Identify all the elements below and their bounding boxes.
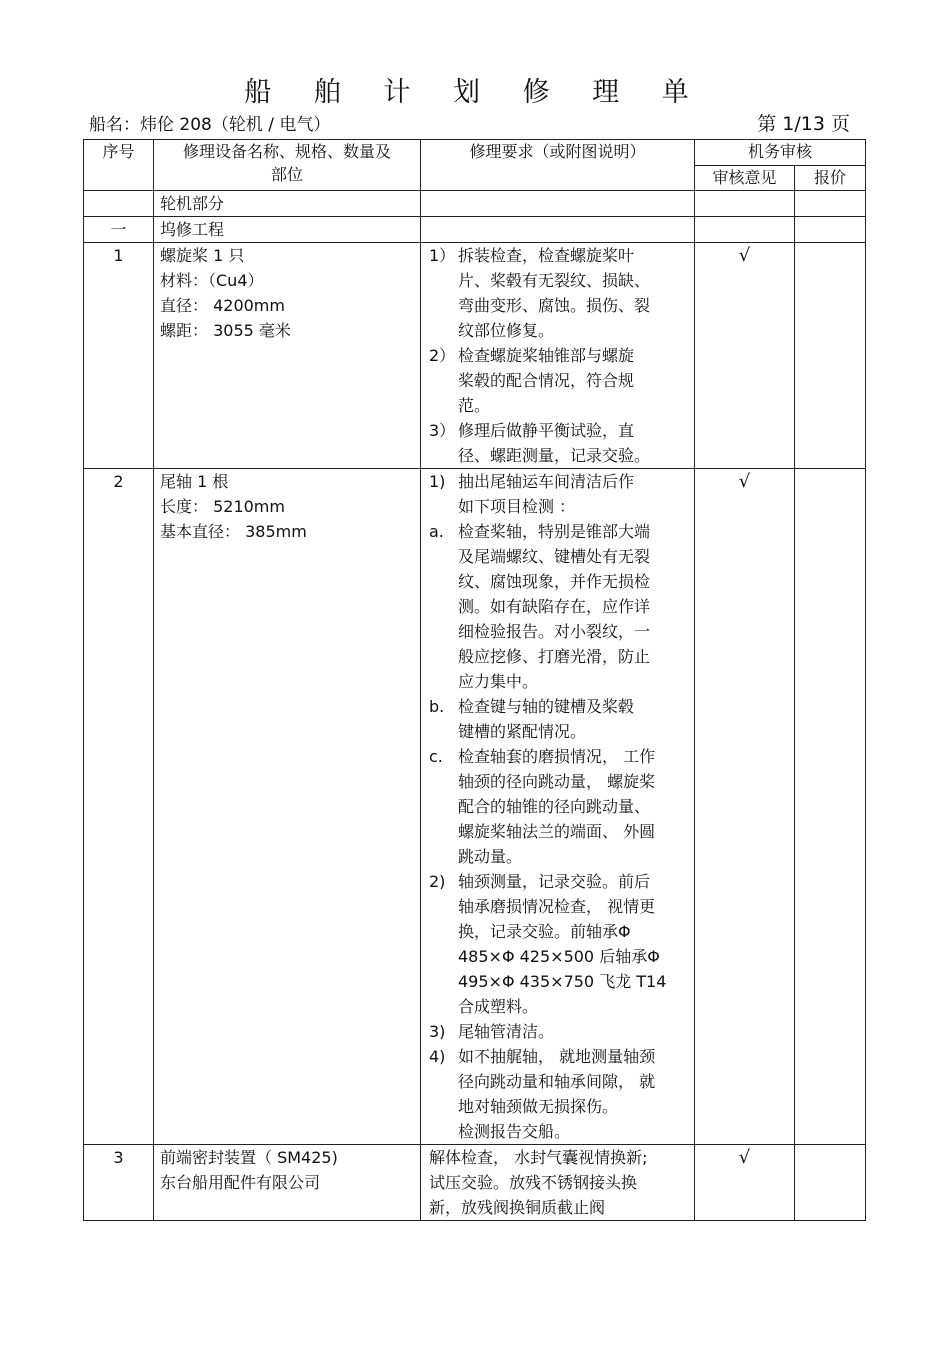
row-requirement	[421, 243, 695, 469]
row-no: 1	[84, 243, 154, 469]
requirement-item: 2） 检查螺旋桨轴锥部与螺旋 桨毂的配合情况，符合规 范。	[429, 346, 635, 415]
row-requirement	[421, 469, 695, 1145]
row-no: 一	[84, 217, 154, 243]
row-quote	[795, 243, 866, 469]
header-equipment: 修理设备名称、规格、数量及 部位	[154, 140, 421, 191]
table-row	[84, 191, 866, 217]
header-requirement: 修理要求（或附图说明）	[421, 140, 695, 191]
header-quote: 报价	[795, 166, 866, 191]
header-no: 序号	[84, 140, 154, 191]
table-row	[84, 1145, 866, 1221]
row-quote	[795, 1145, 866, 1221]
row-quote	[795, 469, 866, 1145]
row-opinion-check: √	[695, 243, 795, 469]
repair-table	[83, 139, 866, 1221]
requirement-item: c. 检查轴套的磨损情况， 工作 轴颈的径向跳动量， 螺旋桨 配合的轴锥的径向跳动量、 螺旋桨轴法兰的端面、 外圆 跳动量。	[429, 747, 656, 866]
requirement-item: a. 检查桨轴，特别是锥部大端 及尾端螺纹、键槽处有无裂 纹、腐蚀现象，并作无损检 测。如有缺陷存在，应作详 细检验报告。对小裂纹，一 般应挖修、打磨光滑，防止 应力集中。	[429, 522, 651, 691]
row-equipment: 轮机部分	[154, 191, 421, 217]
row-equipment: 坞修工程	[154, 217, 421, 243]
row-requirement: 解体检查， 水封气囊视情换新; 试压交验。放残不锈钢接头换 新，放残阀换铜质截止阀	[421, 1145, 695, 1221]
page-number: 第 1/13 页	[757, 113, 850, 135]
requirement-item: 1） 拆装检查，检查螺旋桨叶 片、桨毂有无裂纹、损缺、 弯曲变形、腐蚀。损伤、裂 纹部位修复。	[429, 246, 651, 340]
requirement-item: 4) 如不抽艉轴， 就地测量轴颈 径向跳动量和轴承间隙， 就 地对轴颈做无损探伤。 检测报告交船。	[429, 1047, 656, 1141]
table-row	[84, 243, 866, 469]
header-opinion: 审核意见	[695, 166, 795, 191]
ship-name: 船名：炜伦 208（轮机 / 电气）	[89, 115, 331, 135]
requirement-item: 2) 轴颈测量，记录交验。前后 轴承磨损情况检查， 视情更 换，记录交验。前轴承Φ 485×Φ 425×500 后轴承Φ 495×Φ 435×750 飞龙 T14 合成塑料。	[429, 872, 667, 1016]
row-no	[84, 191, 154, 217]
table-row	[84, 217, 866, 243]
page-title: 船 舶 计 划 修 理 单	[244, 77, 706, 108]
requirement-item: 1) 抽出尾轴运车间清洁后作 如下项目检测 ：	[429, 472, 635, 516]
row-no: 2	[84, 469, 154, 1145]
row-equipment: 尾轴 1 根 长度： 5210mm 基本直径： 385mm	[154, 469, 421, 1145]
requirement-item: b. 检查键与轴的键槽及桨毂 键槽的紧配情况。	[429, 697, 635, 741]
row-equipment: 螺旋桨 1 只 材料：（Cu4） 直径： 4200mm 螺距： 3055 毫米	[154, 243, 421, 469]
row-opinion-check: √	[695, 469, 795, 1145]
table-row	[84, 469, 866, 1145]
row-equipment: 前端密封装置（ SM425) 东台船用配件有限公司	[154, 1145, 421, 1221]
row-no: 3	[84, 1145, 154, 1221]
requirement-item: 3） 修理后做静平衡试验，直 径、螺距测量，记录交验。	[429, 421, 651, 465]
row-opinion-check: √	[695, 1145, 795, 1221]
header-audit: 机务审核	[695, 140, 866, 166]
requirement-item: 3) 尾轴管清洁。	[429, 1022, 555, 1041]
